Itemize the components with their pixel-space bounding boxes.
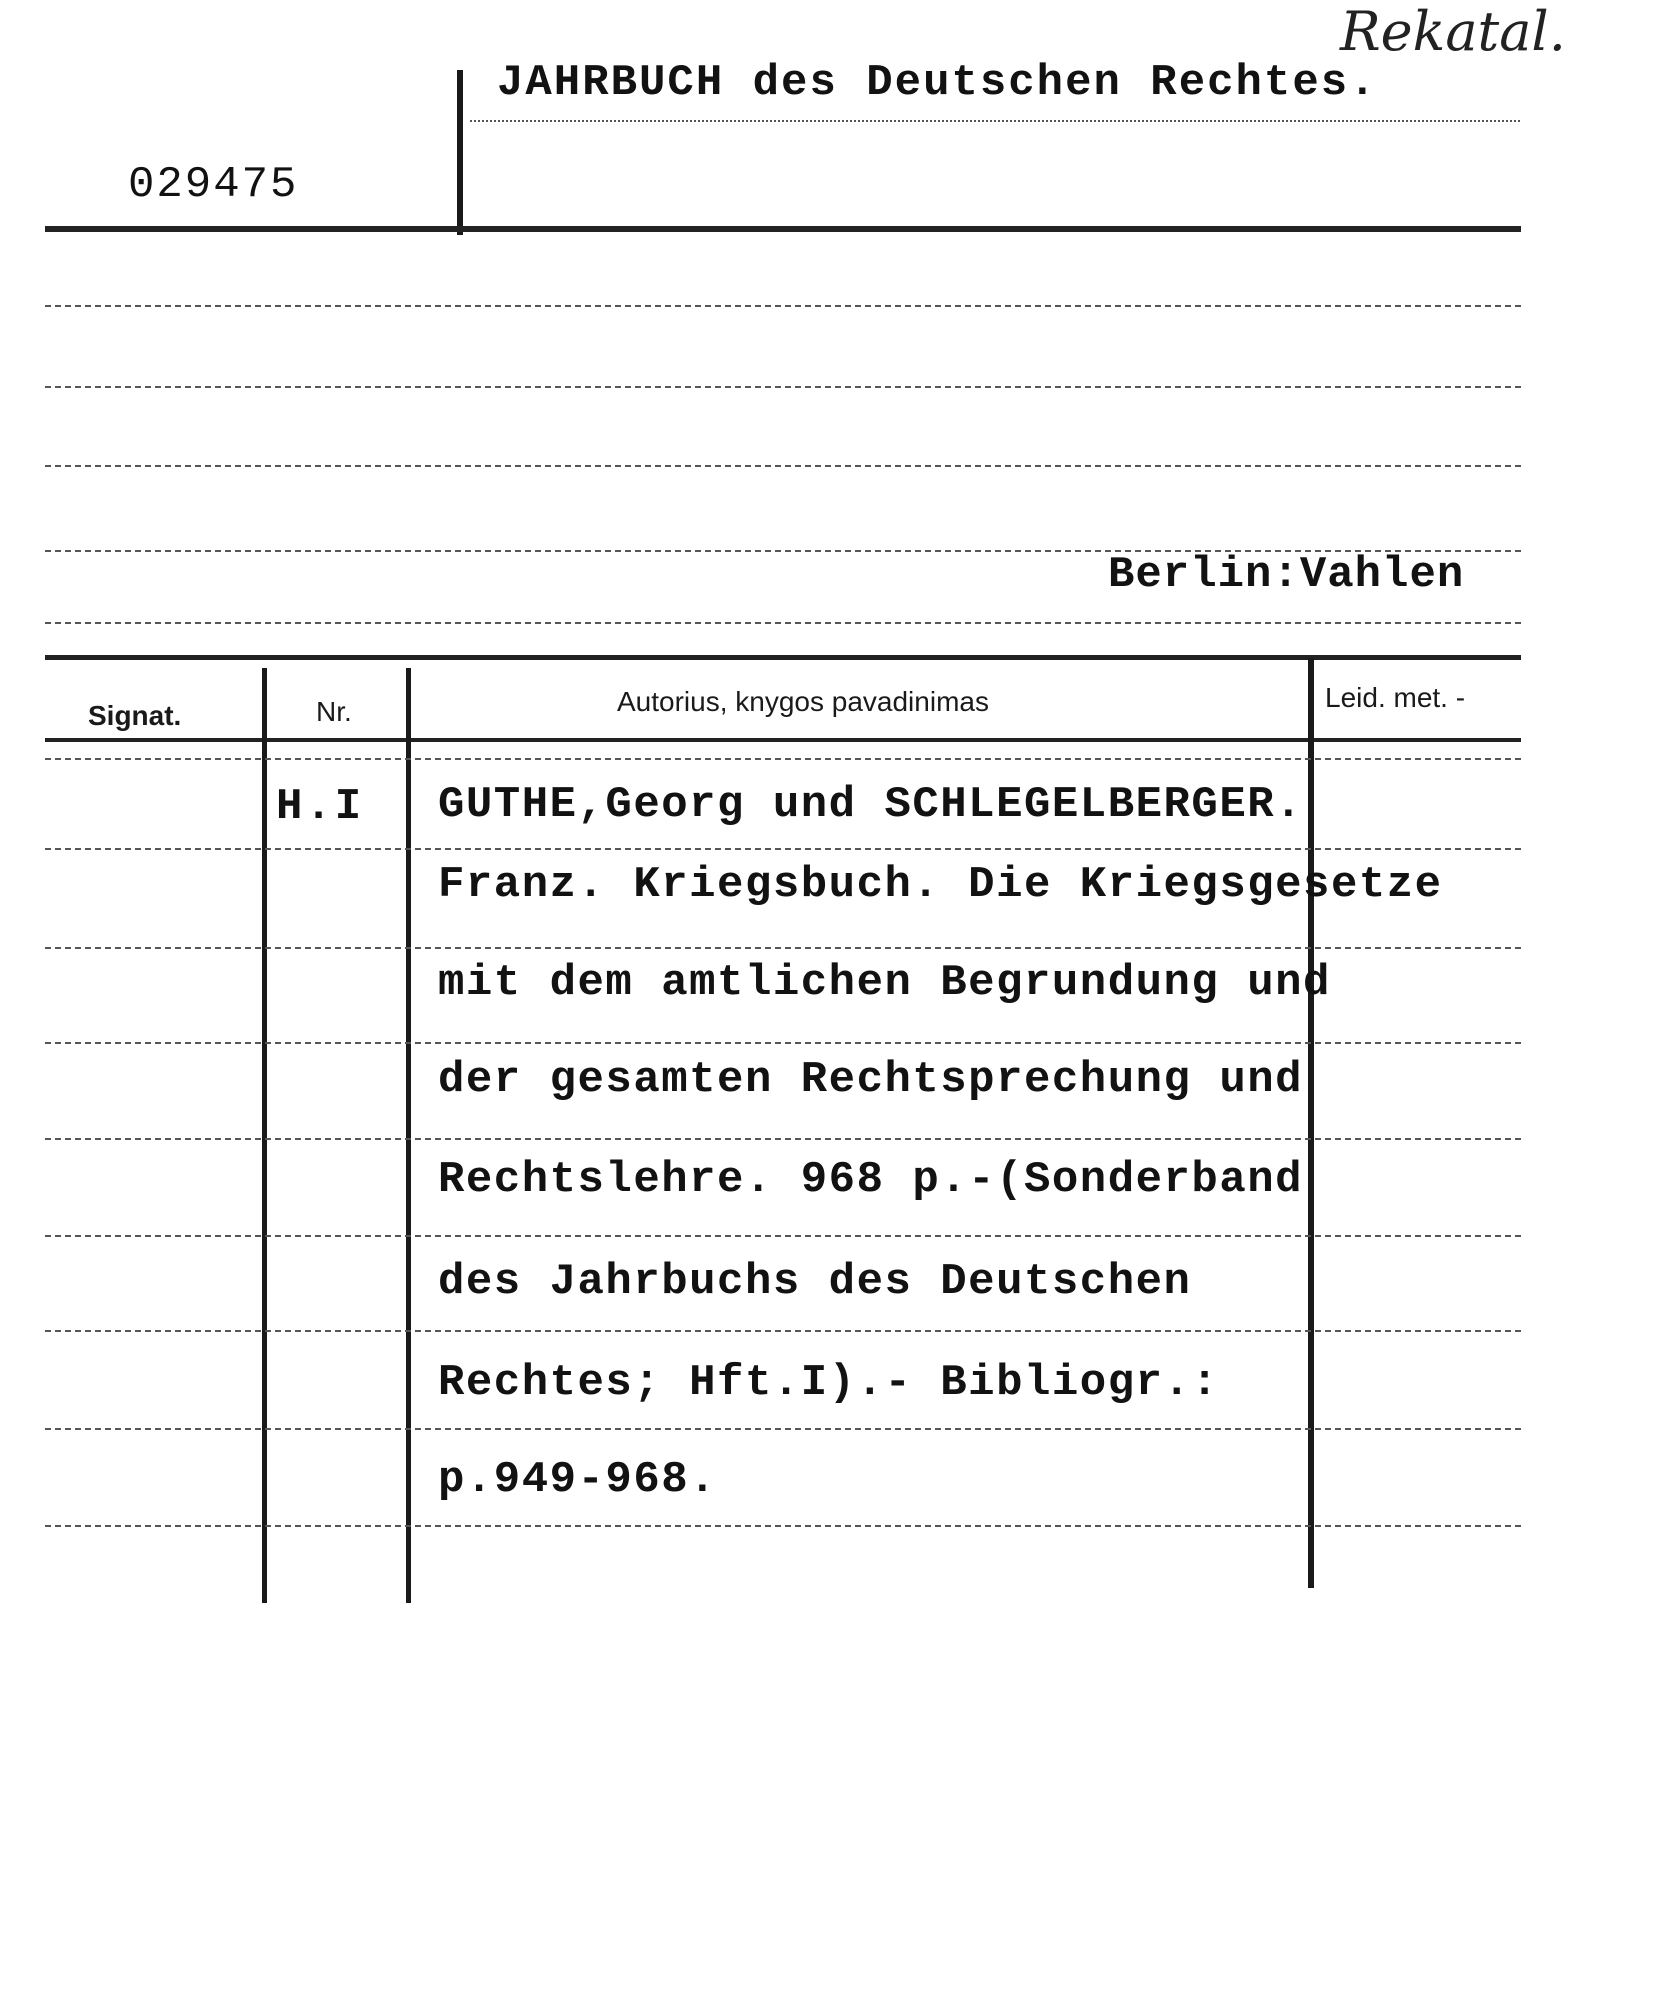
column-divider — [262, 668, 267, 1603]
row-line — [45, 848, 1521, 850]
ruled-line — [45, 465, 1521, 467]
column-header-author-title: Autorius, knygos pavadinimas — [617, 686, 989, 717]
card-title: JAHRBUCH des Deutschen Rechtes. — [497, 58, 1378, 108]
column-divider — [1308, 658, 1314, 1588]
row-line — [45, 1330, 1521, 1332]
table-top-rule — [45, 655, 1521, 660]
title-divider — [457, 70, 463, 235]
row-line — [45, 758, 1521, 760]
entry-line: Rechtslehre. 968 p.-(Sonderband — [438, 1155, 1304, 1205]
ruled-line — [45, 622, 1521, 624]
header-rule — [45, 226, 1521, 232]
entry-line: Franz. Kriegsbuch. Die Kriegsgesetze — [438, 860, 1443, 910]
entry-line: der gesamten Rechtsprechung und — [438, 1055, 1304, 1105]
title-underline — [470, 120, 1520, 122]
accession-number: 029475 — [128, 160, 299, 210]
publisher: Berlin:Vahlen — [1108, 550, 1465, 600]
entry-line: Rechtes; Hft.I).- Bibliogr.: — [438, 1358, 1220, 1408]
row-line — [45, 1138, 1521, 1140]
column-header-nr: Nr. — [316, 696, 352, 727]
ruled-line — [45, 386, 1521, 388]
handwritten-annotation: Rekatal. — [1340, 0, 1566, 63]
row-line — [45, 947, 1521, 949]
row-line — [45, 1428, 1521, 1430]
column-header-signat: Signat. — [88, 700, 182, 731]
column-header-leid-met: Leid. met. - — [1325, 682, 1466, 713]
entry-line: mit dem amtlichen Begrundung und — [438, 958, 1331, 1008]
row-line — [45, 1525, 1521, 1527]
row-line — [45, 1235, 1521, 1237]
entry-line: GUTHE,Georg und SCHLEGELBERGER. — [438, 780, 1304, 830]
row-line — [45, 1042, 1521, 1044]
ruled-line — [45, 305, 1521, 307]
column-divider — [406, 668, 411, 1603]
entry-nr: H.I — [276, 782, 365, 832]
entry-line: p.949-968. — [438, 1455, 718, 1505]
entry-line: des Jahrbuchs des Deutschen — [438, 1257, 1192, 1307]
